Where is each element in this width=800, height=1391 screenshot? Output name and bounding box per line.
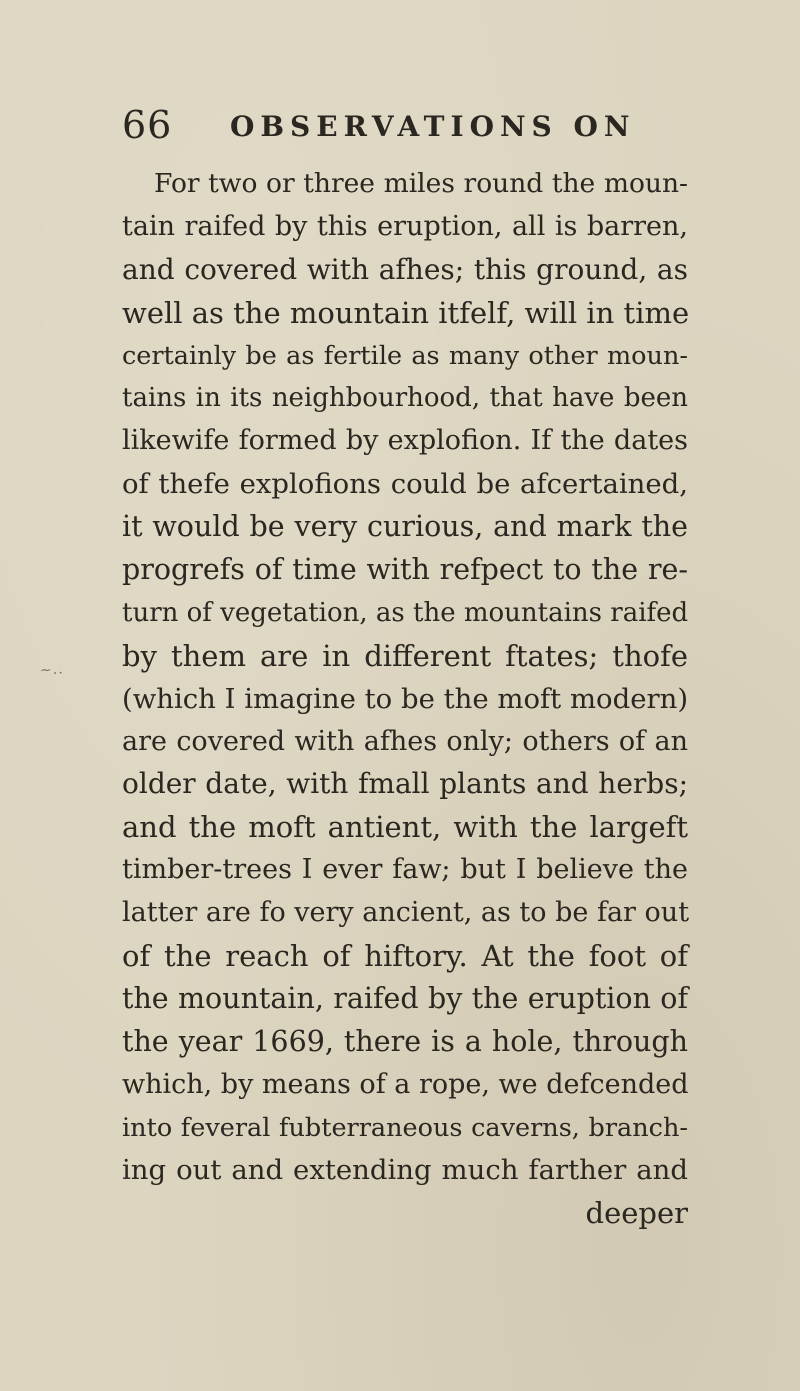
text-line: and the moft antient, with the largeft [122, 810, 688, 845]
text-line: which, by means of a rope, we defcended [122, 1068, 689, 1100]
text-line: For two or three miles round the moun- [154, 168, 688, 199]
text-line: tains in its neighbourhood, that have been [122, 383, 688, 414]
text-line: certainly be as fertile as many other moun- [122, 340, 688, 371]
page-number: 66 [122, 103, 173, 147]
margin-mark: ~.. [39, 661, 65, 679]
text-line: latter are fo very ancient, as to be far out [122, 897, 690, 929]
text-line: progrefs of time with refpect to the re- [122, 553, 688, 587]
text-line: and covered with afhes; this ground, as [122, 252, 688, 286]
text-line: well as the mountain itfelf, will in time [122, 295, 690, 330]
text-line: tain raifed by this eruption, all is barren, [122, 210, 688, 242]
text-line: it would be very curious, and mark the [122, 510, 688, 544]
running-head: OBSERVATIONS ON [230, 110, 636, 143]
text-line: turn of vegetation, as the mountains raifed [122, 597, 689, 628]
text-line: of thefe explofions could be afcertained, [122, 468, 688, 501]
text-line: likewife formed by explofion. If the dates [122, 425, 688, 457]
catchword: deeper [585, 1196, 688, 1231]
text-line: are covered with afhes only; others of an [122, 725, 688, 757]
text-line: the year 1669, there is a hole, through [122, 1024, 688, 1058]
text-line: by them are in different ftates; thofe [122, 638, 688, 673]
text-line: the mountain, raifed by the eruption of [122, 981, 688, 1015]
body-text [122, 163, 688, 1235]
text-line: (which I imagine to be the moft modern) [122, 682, 689, 715]
text-line: ing out and extending much farther and [122, 1154, 688, 1187]
text-line: timber-trees I ever faw; but I believe the [122, 854, 688, 886]
text-line: into feveral fubterraneous caverns, branch- [122, 1112, 688, 1143]
text-line: of the reach of hiftory. At the foot of [122, 939, 688, 974]
text-line: older date, with fmall plants and herbs; [122, 767, 688, 801]
page-header [122, 100, 682, 160]
